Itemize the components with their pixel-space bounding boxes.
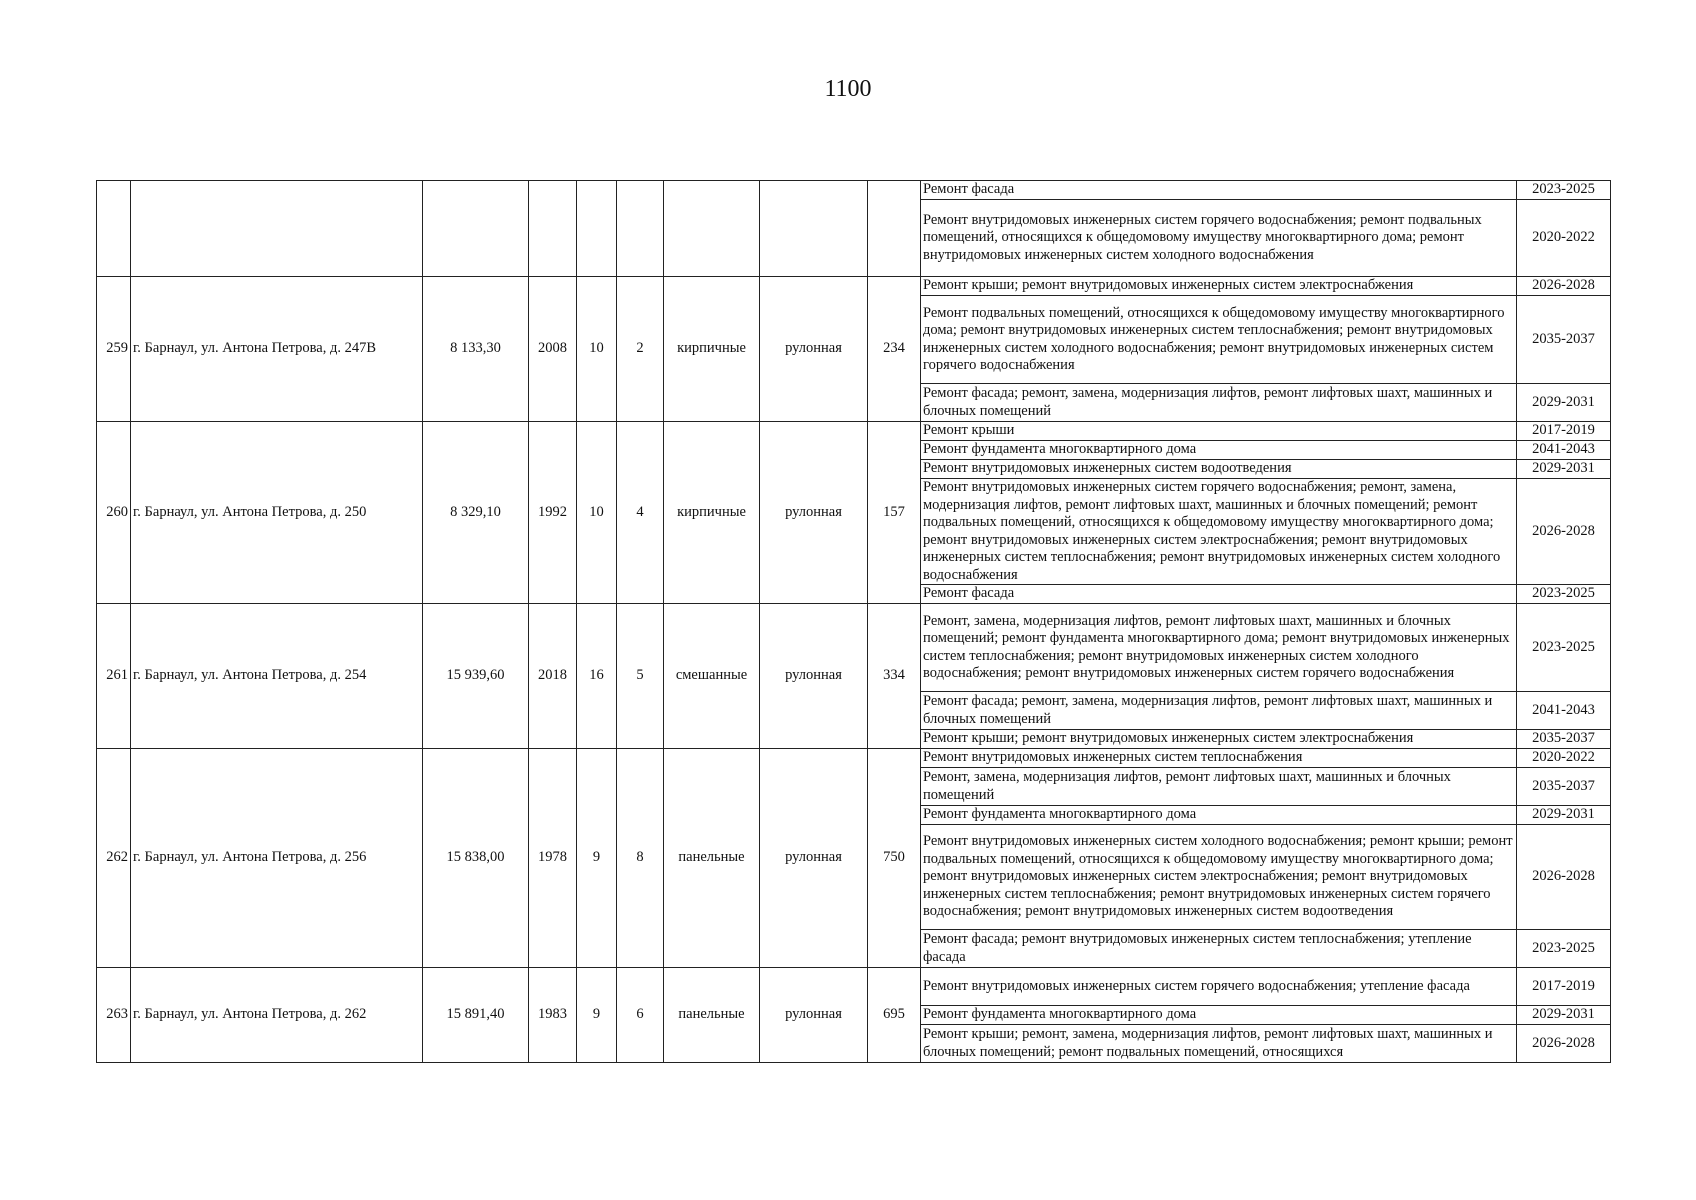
work-description: Ремонт крыши xyxy=(921,422,1517,441)
entrances-count xyxy=(617,968,664,1063)
wall-material-text: кирпичные xyxy=(677,503,746,520)
wall-material xyxy=(664,277,760,422)
house-area-text: 8 133,30 xyxy=(450,340,501,357)
commission-year xyxy=(529,604,577,749)
commission-year xyxy=(529,968,577,1063)
work-period: 2026-2028 xyxy=(1517,479,1611,585)
entrances-count-text: 8 xyxy=(636,849,644,866)
apartments-count xyxy=(868,277,921,422)
work-description: Ремонт, замена, модернизация лифтов, ремонт лифтовых шахт, машинных и блочных помещений; ремонт фундамента многоквартирного дома; ремонт внутридомовых инженерных систем теплоснабжения; ремонт внутридомовых инженерных систем холодного водоснабжения; ремонт внутридомовых инженерных систем горячего водоснабжения xyxy=(921,604,1517,692)
entrances-count-text: 2 xyxy=(636,340,644,357)
house-address xyxy=(131,181,423,277)
wall-material xyxy=(664,749,760,968)
house-area-text: 8 329,10 xyxy=(450,503,501,520)
work-description: Ремонт внутридомовых инженерных систем холодного водоснабжения; ремонт крыши; ремонт подвальных помещений, относящихся к общедомовому имуществу многоквартирного дома; ремонт внутридомовых инженерных систем электроснабжения; ремонт внутридомовых инженерных систем теплоснабжения; ремонт внутридомовых инженерных систем горячего водоснабжения; ремонт внутридомовых инженерных систем водоотведения xyxy=(921,825,1517,930)
wall-material xyxy=(664,604,760,749)
house-address xyxy=(131,422,423,604)
work-description: Ремонт внутридомовых инженерных систем горячего водоснабжения; утепление фасада xyxy=(921,968,1517,1006)
apartments-count xyxy=(868,181,921,277)
house-number xyxy=(97,181,131,277)
house-area-text: 15 838,00 xyxy=(446,849,505,866)
work-description: Ремонт, замена, модернизация лифтов, ремонт лифтовых шахт, машинных и блочных помещений xyxy=(921,768,1517,806)
apartments-count xyxy=(868,604,921,749)
table-row xyxy=(97,968,1611,1006)
work-description: Ремонт подвальных помещений, относящихся к общедомовому имуществу многоквартирного дома; ремонт внутридомовых инженерных систем теплоснабжения; ремонт внутридомовых инженерных систем холодного водоснабжения; ремонт внутридомовых инженерных систем горячего водоснабжения xyxy=(921,296,1517,384)
entrances-count xyxy=(617,604,664,749)
floors-count xyxy=(577,749,617,968)
house-number xyxy=(97,968,131,1063)
house-number-text: 260 xyxy=(106,503,128,520)
work-description: Ремонт крыши; ремонт внутридомовых инженерных систем электроснабжения xyxy=(921,730,1517,749)
floors-count-text: 9 xyxy=(592,1006,601,1023)
roof-type xyxy=(760,968,868,1063)
work-period: 2035-2037 xyxy=(1517,730,1611,749)
work-description: Ремонт внутридомовых инженерных систем водоотведения xyxy=(921,460,1517,479)
apartments-count xyxy=(868,749,921,968)
commission-year-text: 1983 xyxy=(538,1006,567,1023)
work-description: Ремонт внутридомовых инженерных систем теплоснабжения xyxy=(921,749,1517,768)
house-number xyxy=(97,422,131,604)
work-description: Ремонт фасада; ремонт внутридомовых инженерных систем теплоснабжения; утепление фасада xyxy=(921,930,1517,968)
entrances-count xyxy=(617,277,664,422)
floors-count xyxy=(577,968,617,1063)
capital-repair-table xyxy=(96,180,1611,1063)
floors-count-text: 10 xyxy=(589,503,604,520)
house-address xyxy=(131,277,423,422)
house-number xyxy=(97,749,131,968)
house-address xyxy=(131,749,423,968)
house-number-text: 261 xyxy=(106,667,128,684)
wall-material xyxy=(664,422,760,604)
work-description: Ремонт фасада xyxy=(921,181,1517,200)
apartments-count-text: 234 xyxy=(883,340,905,357)
commission-year xyxy=(529,749,577,968)
commission-year-text: 1978 xyxy=(538,849,567,866)
work-period: 2029-2031 xyxy=(1517,806,1611,825)
commission-year xyxy=(529,422,577,604)
work-period: 2026-2028 xyxy=(1517,825,1611,930)
wall-material-text: панельные xyxy=(678,849,745,866)
table-row xyxy=(97,277,1611,296)
work-period: 2041-2043 xyxy=(1517,692,1611,730)
work-period: 2029-2031 xyxy=(1517,384,1611,422)
house-address xyxy=(131,604,423,749)
roof-type-text: рулонная xyxy=(785,849,842,866)
work-description: Ремонт крыши; ремонт, замена, модернизация лифтов, ремонт лифтовых шахт, машинных и блочных помещений; ремонт подвальных помещений, относящихся xyxy=(921,1025,1517,1063)
work-period: 2029-2031 xyxy=(1517,460,1611,479)
house-area xyxy=(423,604,529,749)
work-period: 2020-2022 xyxy=(1517,200,1611,277)
work-period: 2023-2025 xyxy=(1517,585,1611,604)
house-address-text: г. Барнаул, ул. Антона Петрова, д. 247В xyxy=(133,340,376,357)
floors-count-text: 10 xyxy=(589,340,604,357)
wall-material-text: кирпичные xyxy=(677,340,746,357)
work-period: 2020-2022 xyxy=(1517,749,1611,768)
floors-count-text: 16 xyxy=(589,667,604,684)
wall-material xyxy=(664,968,760,1063)
work-description: Ремонт внутридомовых инженерных систем горячего водоснабжения; ремонт, замена, модернизация лифтов, ремонт лифтовых шахт, машинных и блочных помещений; ремонт подвальных помещений, относящихся к общедомовому имуществу многоквартирного дома; ремонт внутридомовых инженерных систем электроснабжения; ремонт внутридомовых инженерных систем теплоснабжения; ремонт внутридомовых инженерных систем холодного водоснабжения xyxy=(921,479,1517,585)
apartments-count xyxy=(868,422,921,604)
work-description: Ремонт фундамента многоквартирного дома xyxy=(921,806,1517,825)
work-description: Ремонт фасада; ремонт, замена, модернизация лифтов, ремонт лифтовых шахт, машинных и блочных помещений xyxy=(921,384,1517,422)
entrances-count xyxy=(617,422,664,604)
house-area xyxy=(423,749,529,968)
house-address xyxy=(131,968,423,1063)
work-period: 2026-2028 xyxy=(1517,1025,1611,1063)
house-address-text: г. Барнаул, ул. Антона Петрова, д. 256 xyxy=(133,849,367,866)
roof-type xyxy=(760,277,868,422)
apartments-count-text: 157 xyxy=(883,503,905,520)
work-period: 2035-2037 xyxy=(1517,768,1611,806)
house-area xyxy=(423,277,529,422)
table-row xyxy=(97,749,1611,768)
house-address-text: г. Барнаул, ул. Антона Петрова, д. 254 xyxy=(133,667,367,684)
house-number-text: 263 xyxy=(106,1006,128,1023)
entrances-count xyxy=(617,181,664,277)
commission-year-text: 2008 xyxy=(538,340,567,357)
roof-type xyxy=(760,604,868,749)
work-period: 2029-2031 xyxy=(1517,1006,1611,1025)
house-number xyxy=(97,604,131,749)
roof-type xyxy=(760,422,868,604)
page-number: 1100 xyxy=(824,76,872,102)
commission-year-text: 2018 xyxy=(538,667,567,684)
roof-type xyxy=(760,181,868,277)
commission-year xyxy=(529,277,577,422)
work-period: 2017-2019 xyxy=(1517,422,1611,441)
entrances-count xyxy=(617,749,664,968)
house-area xyxy=(423,422,529,604)
work-period: 2041-2043 xyxy=(1517,441,1611,460)
table-row xyxy=(97,181,1611,200)
commission-year xyxy=(529,181,577,277)
entrances-count-text: 4 xyxy=(636,503,644,520)
table-row xyxy=(97,604,1611,692)
roof-type xyxy=(760,749,868,968)
work-description: Ремонт фундамента многоквартирного дома xyxy=(921,441,1517,460)
house-area xyxy=(423,181,529,277)
house-address-text: г. Барнаул, ул. Антона Петрова, д. 250 xyxy=(133,503,367,520)
apartments-count-text: 695 xyxy=(883,1006,905,1023)
floors-count xyxy=(577,181,617,277)
work-period: 2023-2025 xyxy=(1517,930,1611,968)
entrances-count-text: 5 xyxy=(636,667,644,684)
floors-count xyxy=(577,422,617,604)
commission-year-text: 1992 xyxy=(538,503,567,520)
house-number-text: 262 xyxy=(106,849,128,866)
work-period: 2026-2028 xyxy=(1517,277,1611,296)
work-description: Ремонт фасада; ремонт, замена, модернизация лифтов, ремонт лифтовых шахт, машинных и блочных помещений xyxy=(921,692,1517,730)
apartments-count xyxy=(868,968,921,1063)
house-area-text: 15 891,40 xyxy=(446,1006,505,1023)
work-period: 2023-2025 xyxy=(1517,181,1611,200)
roof-type-text: рулонная xyxy=(785,340,842,357)
wall-material-text: смешанные xyxy=(675,667,748,684)
roof-type-text: рулонная xyxy=(785,503,842,520)
floors-count xyxy=(577,277,617,422)
roof-type-text: рулонная xyxy=(785,1006,842,1023)
work-period: 2035-2037 xyxy=(1517,296,1611,384)
work-description: Ремонт крыши; ремонт внутридомовых инженерных систем электроснабжения xyxy=(921,277,1517,296)
roof-type-text: рулонная xyxy=(785,667,842,684)
floors-count xyxy=(577,604,617,749)
wall-material-text: панельные xyxy=(678,1006,745,1023)
work-period: 2023-2025 xyxy=(1517,604,1611,692)
house-area xyxy=(423,968,529,1063)
work-period: 2017-2019 xyxy=(1517,968,1611,1006)
work-description: Ремонт фундамента многоквартирного дома xyxy=(921,1006,1517,1025)
table-row xyxy=(97,422,1611,441)
house-number-text: 259 xyxy=(106,340,128,357)
house-address-text: г. Барнаул, ул. Антона Петрова, д. 262 xyxy=(133,1006,367,1023)
house-area-text: 15 939,60 xyxy=(446,667,505,684)
apartments-count-text: 750 xyxy=(883,849,905,866)
entrances-count-text: 6 xyxy=(636,1006,644,1023)
apartments-count-text: 334 xyxy=(883,667,905,684)
wall-material xyxy=(664,181,760,277)
work-description: Ремонт фасада xyxy=(921,585,1517,604)
floors-count-text: 9 xyxy=(592,849,601,866)
work-description: Ремонт внутридомовых инженерных систем горячего водоснабжения; ремонт подвальных помещений, относящихся к общедомовому имуществу многоквартирного дома; ремонт внутридомовых инженерных систем холодного водоснабжения xyxy=(921,200,1517,277)
house-number xyxy=(97,277,131,422)
